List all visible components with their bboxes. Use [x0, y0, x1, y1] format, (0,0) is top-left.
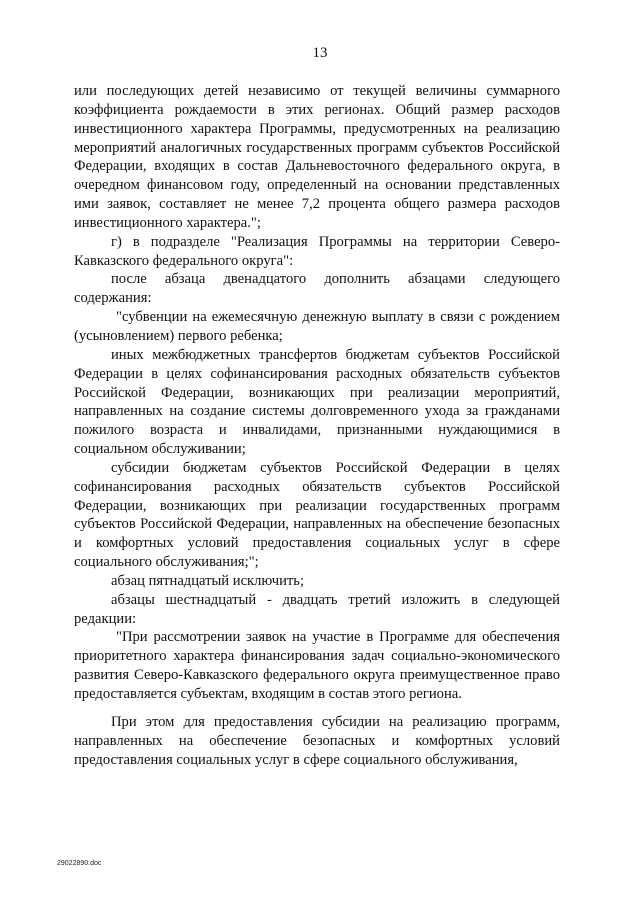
paragraph-restate-intro: абзацы шестнадцатый - двадцать третий изложить в следующей редакции:: [74, 591, 560, 627]
paragraph-subsidies: субсидии бюджетам субъектов Российской Федерации в целях софинансирования расходных обязательств субъектов Российской Федерации, возникающих при реализации государственных программ субъектов Российской Федерации, направленных на обеспечение безопасных и комфортных условий предоставления социальных услуг в сфере социального обслуживания;";: [74, 459, 560, 571]
document-body: [74, 82, 560, 769]
paragraph-quote-subventions: "субвенции на ежемесячную денежную выплату в связи с рождением (усыновлением) первого ребенка;: [74, 309, 560, 344]
paragraph-interbudget-transfers: иных межбюджетных трансфертов бюджетам субъектов Российской Федерации в целях софинансирования расходных обязательств субъектов Российской Федерации, возникающих при реализации мероприятий, направленных на создание системы долговременного ухода за гражданами пожилого возраста и инвалидами, признанными нуждающимися в социальном обслуживании;: [74, 346, 560, 458]
paragraph-amendment-intro: после абзаца двенадцатого дополнить абзацами следующего содержания:: [74, 271, 560, 307]
paragraph-exclude-fifteenth: абзац пятнадцатый исключить;: [111, 572, 305, 589]
paragraph-subsidy-provision: При этом для предоставления субсидии на реализацию программ, направленных на обеспечение безопасных и комфортных условий предоставления социальных услуг в сфере социального обслуживания,: [74, 713, 560, 768]
footer-filename: 29022890.doc: [57, 860, 102, 867]
paragraph-continuation: или последующих детей независимо от текущей величины суммарного коэффициента рождаемости в этих регионах. Общий размер расходов инвестиционного характера Программы, предусмотренных на реализацию мероприятий аналогичных государственных программ субъектов Российской Федерации, входящих в состав Дальневосточного федерального округа, в очередном финансовом году, определенный на основании представленных ими заявок, составляет не менее 7,2 процента общего размера расходов инвестиционного характера.";: [74, 83, 560, 231]
paragraph-quote-applications: "При рассмотрении заявок на участие в Программе для обеспечения приоритетного характера финансирования задач социально-экономического развития Северо-Кавказского федерального округа преимущественное право предоставляется субъектам, входящим в состав этого региона.: [74, 629, 560, 702]
page-number: 13: [312, 45, 328, 61]
paragraph-subsection-g: г) в подразделе "Реализация Программы на территории Северо-Кавказского федерального округа":: [74, 233, 560, 269]
